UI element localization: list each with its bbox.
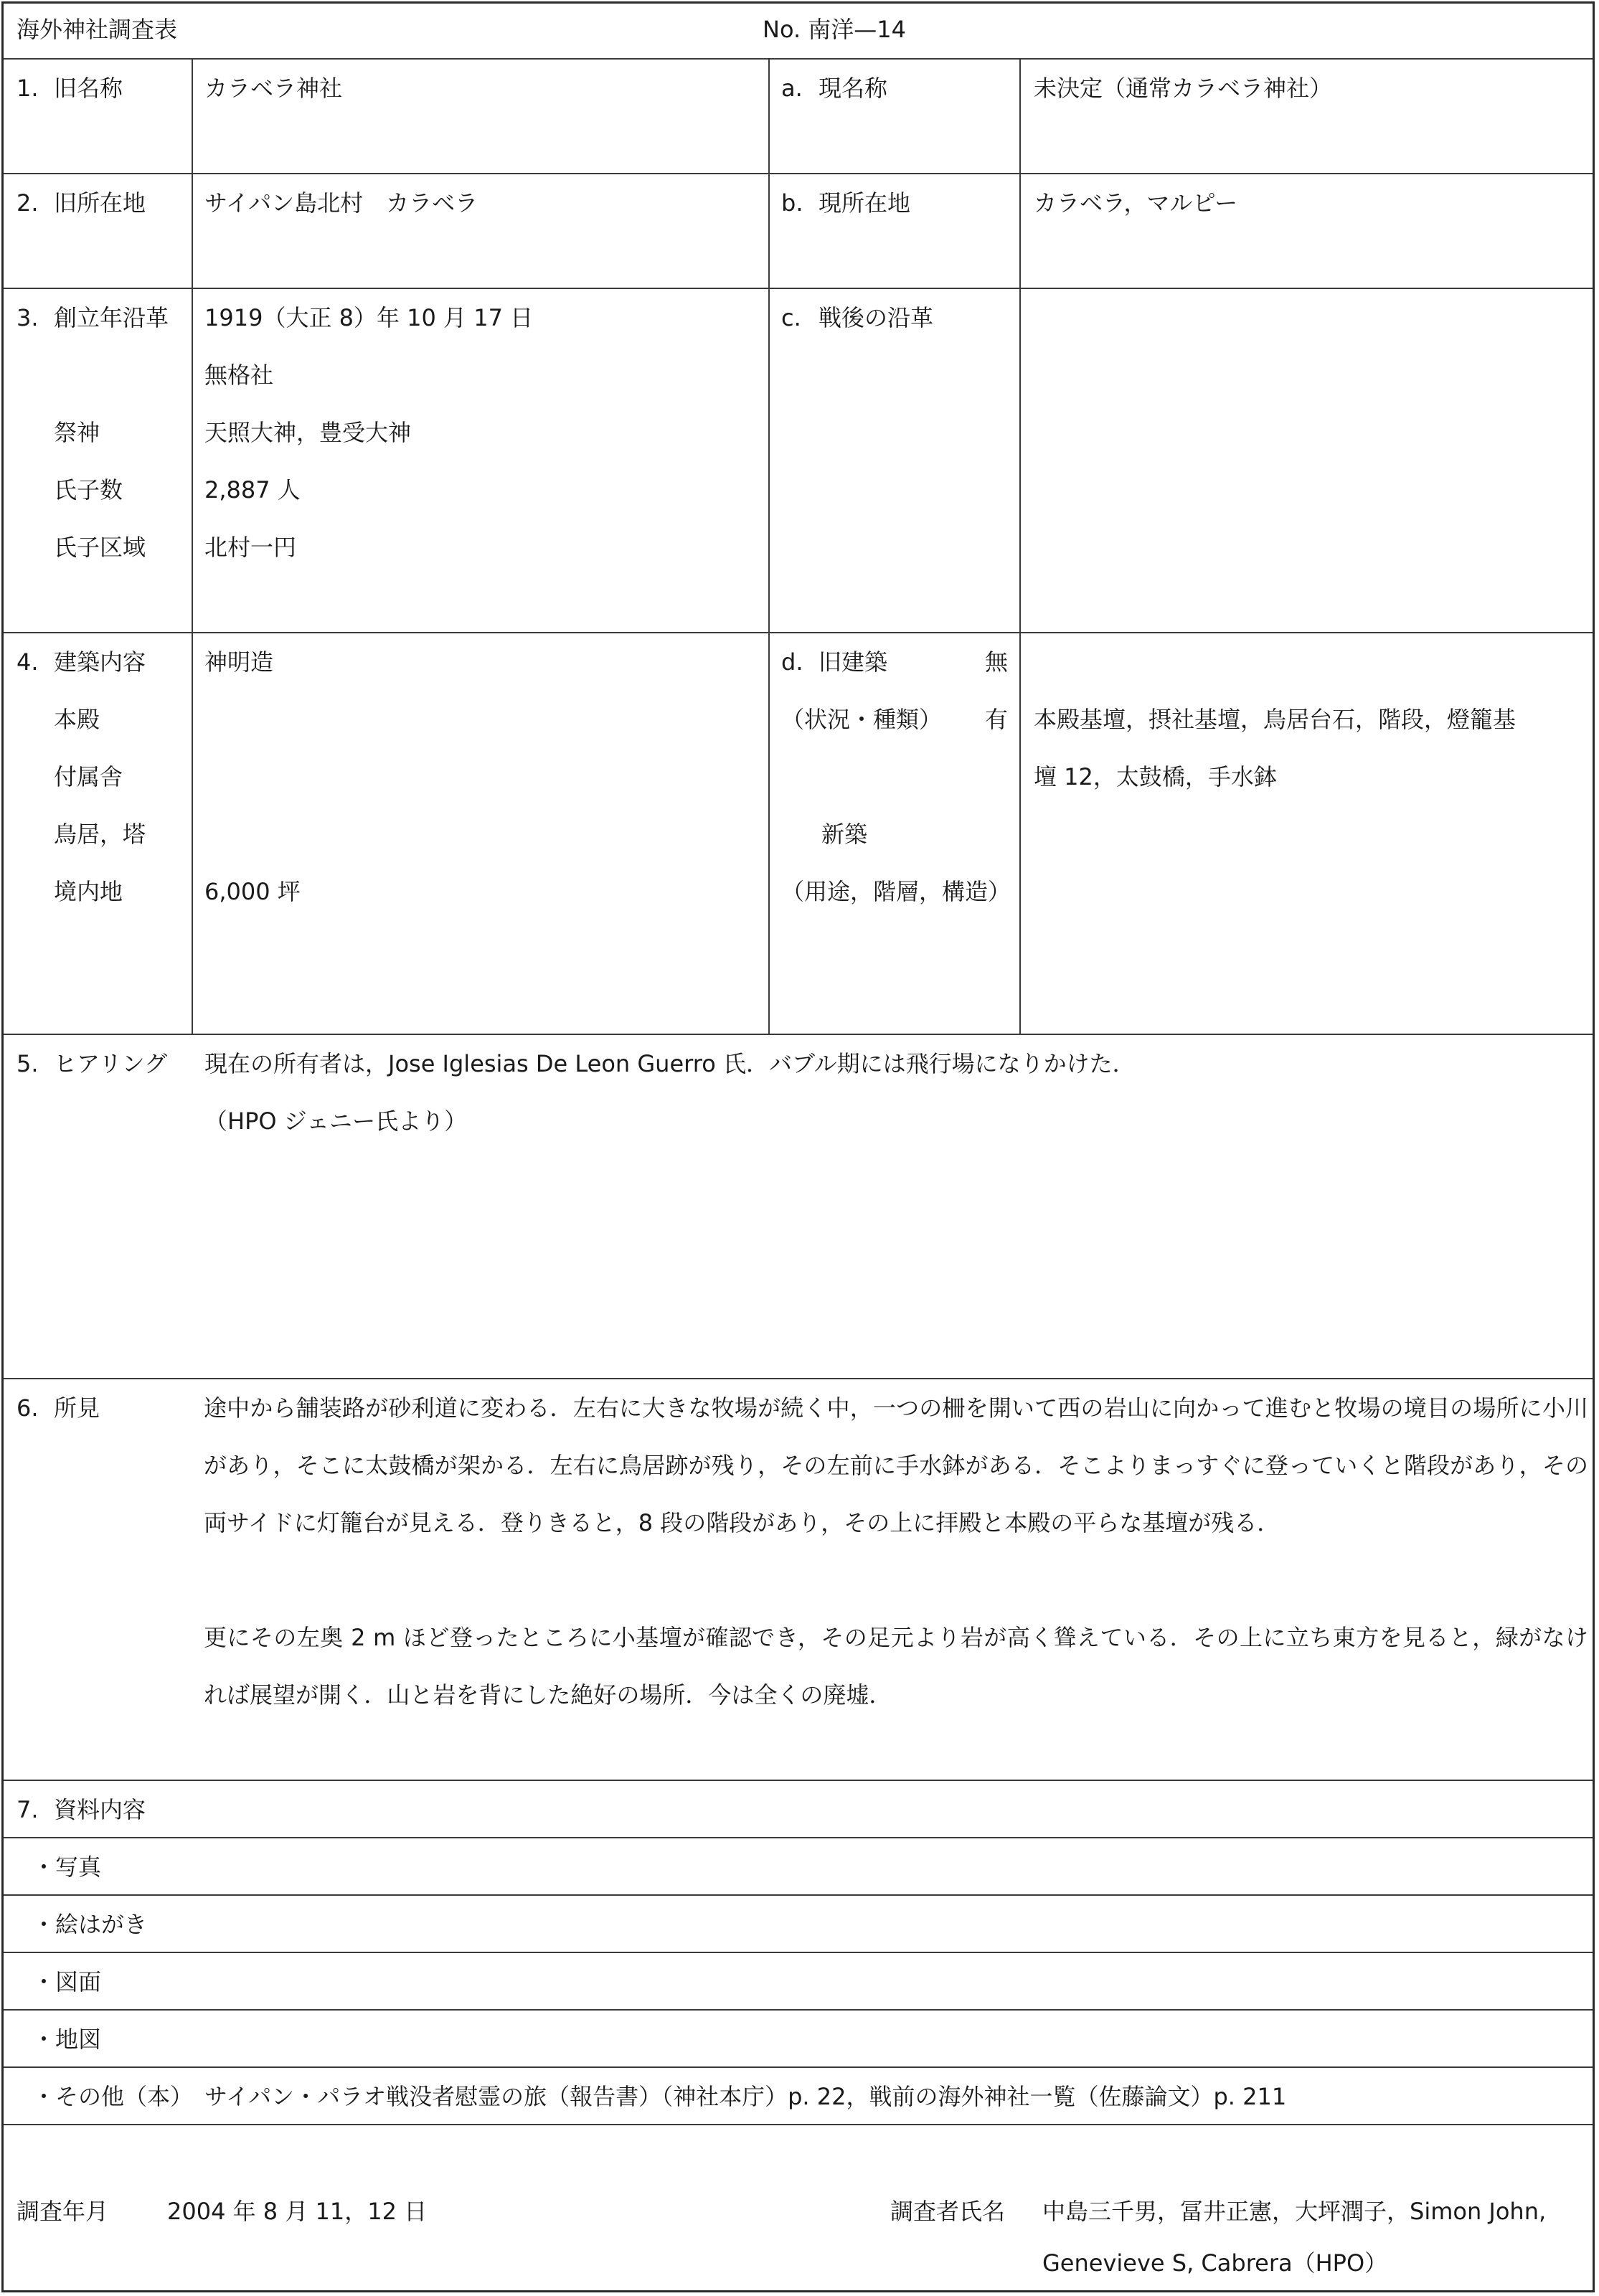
row3-sub-label — [781, 303, 933, 332]
row2-num: 2. — [16, 189, 39, 217]
rule-drawing — [4, 2009, 1593, 2011]
row3-sub-num: c. — [781, 304, 801, 331]
col-rule-3 — [1019, 58, 1021, 1034]
rule-row7-header — [4, 1837, 1593, 1838]
row4-sub-none: 無 — [984, 648, 1008, 676]
rule-photo — [4, 1894, 1593, 1896]
row4-torii-label: 鳥居，塔 — [54, 821, 146, 848]
rule-row1 — [4, 173, 1593, 174]
row2-label-text: 旧所在地 — [54, 189, 146, 217]
row4-remains-line2: 壇 12，太鼓橋，手水鉢 — [1034, 763, 1277, 790]
row5-label-text: ヒアリング — [54, 1050, 168, 1077]
row5-line1: 現在の所有者は，Jose Iglesias De Leon Guerro 氏．バブル期には飛行場になりかけた． — [204, 1050, 1136, 1077]
row3-parishioners-value: 2,887 人 — [204, 476, 301, 504]
row4-sub-label — [781, 648, 887, 676]
rule-row3 — [4, 632, 1593, 633]
row1-value: カラベラ神社 — [204, 75, 343, 102]
row6-para2: 更にその左奥 2 m ほど登ったところに小基壇が確認でき，その足元より岩が高く聳えている．その上に立ち東方を見ると，緑がなければ展望が開く．山と岩を背にした絶好の場所．今は全くの廃墟． — [204, 1624, 1588, 1709]
row1-num: 1. — [16, 75, 39, 102]
form-title: 海外神社調査表 — [16, 16, 178, 43]
row2-sub-num: b. — [781, 189, 803, 217]
row3-label-text: 創立年沿革 — [54, 304, 169, 331]
row2-value: サイパン島北村 カラベラ — [204, 189, 478, 217]
investigators-line1: 中島三千男，冨井正憲，大坪潤子，Simon John, — [1042, 2198, 1547, 2225]
row4-precinct-value: 6,000 坪 — [204, 878, 301, 905]
row4-label-text: 建築内容 — [54, 648, 146, 676]
item-postcard: ・絵はがき — [32, 1911, 148, 1938]
row6-label-text: 所見 — [54, 1394, 100, 1422]
col-rule-1 — [192, 58, 193, 1034]
row5-label — [16, 1049, 167, 1078]
row4-honden-label: 本殿 — [54, 706, 100, 733]
row4-sub-use: （用途，階層，構造） — [781, 878, 1011, 905]
row1-sub-label — [781, 74, 887, 103]
row4-sub-label-text: 旧建築 — [819, 648, 888, 676]
row4-sub-new: 新築 — [821, 821, 868, 848]
row1-sub-num: a. — [781, 75, 803, 102]
row3-area-value: 北村一円 — [204, 534, 297, 561]
rule-postcard — [4, 1952, 1593, 1953]
item-photo: ・写真 — [32, 1853, 102, 1881]
rule-header — [4, 58, 1593, 60]
item-map: ・地図 — [32, 2026, 102, 2053]
row2-sub-label — [781, 189, 910, 217]
item-drawing: ・図面 — [32, 1968, 102, 1995]
row4-sub-yes: 有 — [984, 706, 1008, 733]
row3-num: 3. — [16, 304, 39, 331]
row3-rank: 無格社 — [204, 362, 274, 389]
row1-label-text: 旧名称 — [54, 75, 123, 102]
rule-row6 — [4, 1780, 1593, 1781]
row3-deity-label: 祭神 — [54, 419, 100, 446]
row2-sub-value: カラベラ，マルピー — [1034, 189, 1238, 217]
row3-label — [16, 303, 169, 332]
investigators-line2: Genevieve S, Cabrera（HPO） — [1042, 2249, 1388, 2277]
row1-sub-value: 未決定（通常カラベラ神社） — [1034, 75, 1333, 102]
row4-annex-label: 付属舎 — [54, 763, 123, 790]
row6-para1: 途中から舗装路が砂利道に変わる．左右に大きな牧場が続く中，一つの柵を開いて西の岩山に向かって進むと牧場の境目の場所に小川があり，そこに太鼓橋が架かる．左右に鳥居跡が残り，その左前に手水鉢がある．そこよりまっすぐに登っていくと階段があり，その両サイドに灯籠台が見える．登りきると，8 段の階段があり，その上に拝殿と本殿の平らな基壇が残る． — [204, 1394, 1588, 1536]
row5-num: 5. — [16, 1050, 39, 1077]
row3-value: 1919（大正 8）年 10 月 17 日 — [204, 304, 534, 331]
row3-area-label: 氏子区域 — [54, 534, 146, 561]
item-other: ・その他（本） サイパン・パラオ戦没者慰霊の旅（報告書）（神社本庁）p. 22，戦前の海外神社一覧（佐藤論文）p. 211 — [32, 2083, 1287, 2110]
row1-label — [16, 74, 123, 103]
row3-sub-label-text: 戦後の沿革 — [819, 304, 934, 331]
row2-label — [16, 189, 146, 217]
date-label: 調査年月 — [16, 2198, 109, 2225]
investigators-label: 調査者氏名 — [890, 2198, 1006, 2225]
rule-map — [4, 2066, 1593, 2068]
row3-deity-value: 天照大神，豊受大神 — [204, 419, 412, 446]
row4-sub-num: d. — [781, 648, 803, 676]
row7-num: 7. — [16, 1796, 39, 1823]
row5-line2: （HPO ジェニー氏より） — [204, 1107, 468, 1135]
rule-row2 — [4, 288, 1593, 289]
row2-sub-label-text: 現所在地 — [819, 189, 911, 217]
survey-form — [1, 1, 1595, 2292]
row4-sub-status: （状況・種類） — [781, 706, 943, 733]
date-value: 2004 年 8 月 11，12 日 — [167, 2198, 428, 2225]
row4-remains-line1: 本殿基壇，摂社基壇，鳥居台石，階段，燈籠基 — [1034, 706, 1517, 733]
row4-label — [16, 648, 146, 676]
row7-label-text: 資料内容 — [54, 1796, 146, 1823]
row6-label — [16, 1394, 100, 1422]
rule-other — [4, 2124, 1593, 2125]
rule-row4 — [4, 1034, 1593, 1035]
form-number: No. 南洋—14 — [763, 16, 907, 43]
row6-num: 6. — [16, 1394, 39, 1422]
row3-parishioners-label: 氏子数 — [54, 476, 123, 504]
row4-precinct-label: 境内地 — [54, 878, 123, 905]
row1-sub-label-text: 現名称 — [819, 75, 888, 102]
row4-value: 神明造 — [204, 648, 274, 676]
col-rule-2 — [768, 58, 770, 1034]
row7-label — [16, 1795, 146, 1824]
row4-num: 4. — [16, 648, 39, 676]
